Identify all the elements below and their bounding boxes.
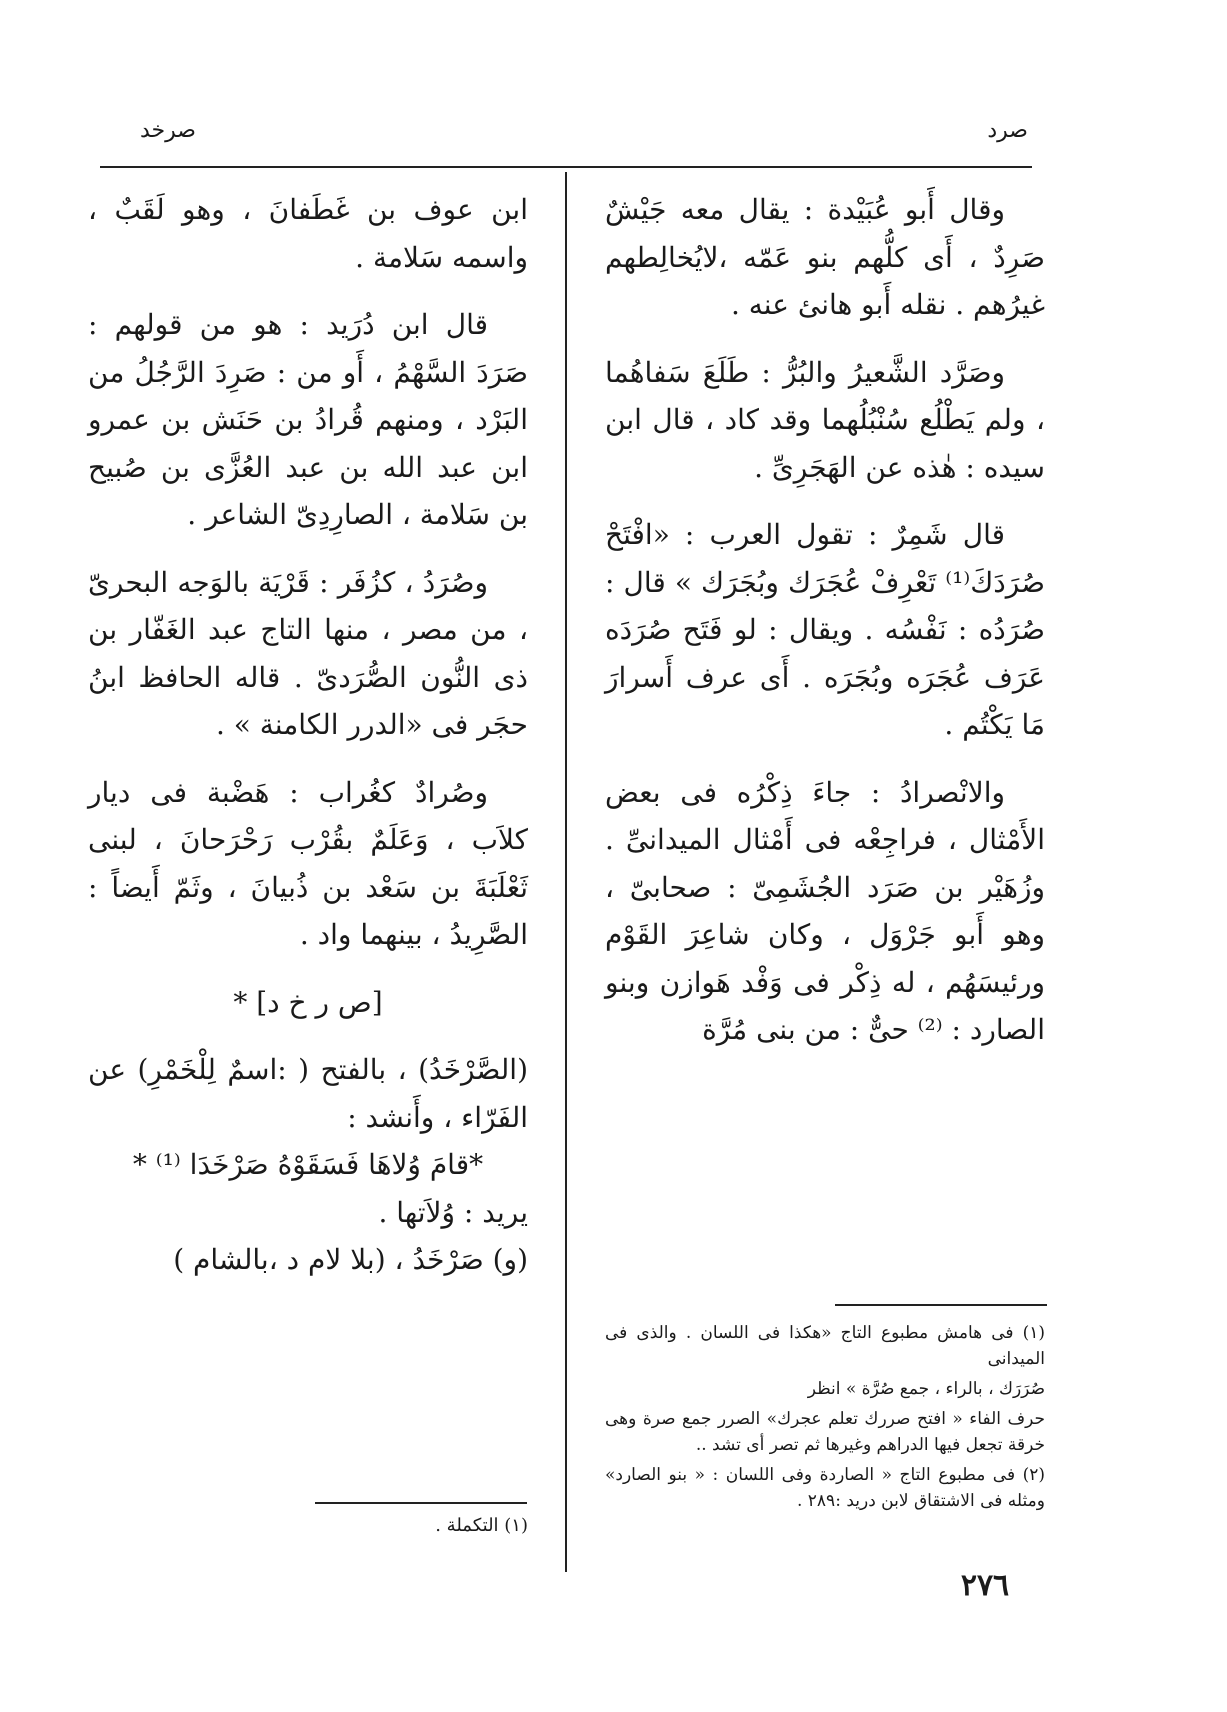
footnotes-left	[300, 1512, 528, 1544]
right-column	[605, 186, 1045, 1074]
left-paragraph-1: ابن عوف بن غَطَفانَ ، وهو لَقَبٌ ، واسمه سَلامة .	[88, 193, 528, 274]
footnote-left-1: (١) التكملة .	[435, 1515, 528, 1536]
footnotes-right	[605, 1320, 1045, 1518]
running-header-left: صرخد	[140, 118, 196, 143]
footnote-rule-right	[835, 1304, 1047, 1306]
footnote-2: (٢) فى مطبوع التاج « الصاردة وفى اللسان : « بنو الصارد» ومثله فى الاشتقاق لابن دريد :٢٨٩ .	[605, 1465, 1045, 1511]
header-rule	[100, 166, 1032, 168]
footnote-1-line-1: (١) فى هامش مطبوع التاج «هكذا فى اللسان . والذى فى الميدانى	[605, 1323, 1045, 1369]
footnote-1-line-3: حرف الفاء « افتح صررك تعلم عجرك» الصرر جمع صرة وهى خرقة تجعل فيها الدراهم وغيرها ثم تصر أى تشد ..	[605, 1409, 1045, 1455]
entry-heading: [ص ر خ د] *	[233, 985, 383, 1019]
left-column	[88, 186, 528, 1304]
entry-paragraph: (الصَّرْخَدُ) ، بالفتح ( :اسمٌ لِلْخَمْرِ) عن الفَرّاء ، وأَنشد :	[88, 1053, 528, 1134]
column-divider	[565, 172, 567, 1572]
left-paragraph-2: قال ابن دُرَيد : هو من قولهم : صَرَدَ السَّهْمُ ، أَو من : صَرِدَ الرَّجُلُ من البَرْد ، ومنهم قُرادُ بن حَنَش بن عمرو ابن عبد الله بن عبد العُزَّى بن صُبيح بن سَلامة ، الصارِدِىّ الشاعر .	[88, 308, 528, 531]
footnote-rule-left	[315, 1502, 527, 1504]
left-paragraph-3: وصُرَدُ ، كزُفَر : قَرْيَة بالوَجه البحرىّ ، من مصر ، منها التاج عبد الغَفّار بن ذى النُّون الصُّرَدىّ . قاله الحافظ ابنُ حجَر فى «الدرر الكامنة » .	[88, 565, 528, 741]
right-paragraph-3: قال شَمِرٌ : تقول العرب : «افْتَحْ صُرَدَكَ⁽¹⁾ تَعْرِفْ عُجَرَك وبُجَرَك » قال : صُرَدُه : نَفْسُه . ويقال : لو فَتَح صُرَدَه عَرَف عُجَرَه وبُجَرَه . أَى عرف أَسرارَ مَا يَكْتُم .	[605, 518, 1045, 741]
after-verse: يريد : وُلاَتها .	[378, 1195, 528, 1229]
running-header-right: صرد	[987, 118, 1028, 143]
right-paragraph-1: وقال أَبو عُبَيْدة : يقال معه جَيْشٌ صَرِدٌ ، أَى كلُّهم بنو عَمّه ،لايُخالِطهم غيرُهم . نقله أَبو هانئ عنه .	[605, 193, 1045, 321]
last-line: (و) صَرْخَدُ ، (بلا لام د ،بالشام )	[173, 1243, 528, 1276]
footnote-1-line-2: صُرَرَك ، بالراء ، جمع صُرَّة » انظر	[807, 1379, 1045, 1399]
right-paragraph-4: والانْصرادُ : جاءَ ذِكْرُه فى بعض الأَمْثال ، فراجِعْه فى أَمْثال الميدانىِّ . وزُهَيْر بن صَرَد الجُشَمِىّ : صحابىّ ، وهو أَبو جَرْوَل ، وكان شاعِرَ القَوْم ورئيسَهُم ، له ذِكْر فى وَفْد هَوازن وبنو الصارد : ⁽²⁾ حىٌّ : من بنى مُرَّة	[605, 775, 1045, 1046]
right-paragraph-2: وصَرَّد الشَّعيرُ والبُرُّ : طَلَعَ سَفاهُما ، ولم يَطْلُع سُنْبُلُهما وقد كاد ، قال ابن سيده : هٰذه عن الهَجَرِىِّ .	[605, 355, 1045, 484]
verse-line: *قامَ وُلاهَا فَسَقَوْهُ صَرْخَدَا ⁽¹⁾ *	[132, 1148, 484, 1181]
left-paragraph-4: وصُرادٌ كغُراب : هَضْبة فى ديار كلاَب ، وَعَلَمٌ بقُرْب رَحْرَحانَ ، لبنى ثَعْلَبَةَ بن سَعْد بن ذُبيانَ ، وثَمّ أَيضاً : الصَّرِيدُ ، بينهما واد .	[88, 775, 528, 951]
page-number: ٢٧٦	[960, 1568, 1010, 1603]
